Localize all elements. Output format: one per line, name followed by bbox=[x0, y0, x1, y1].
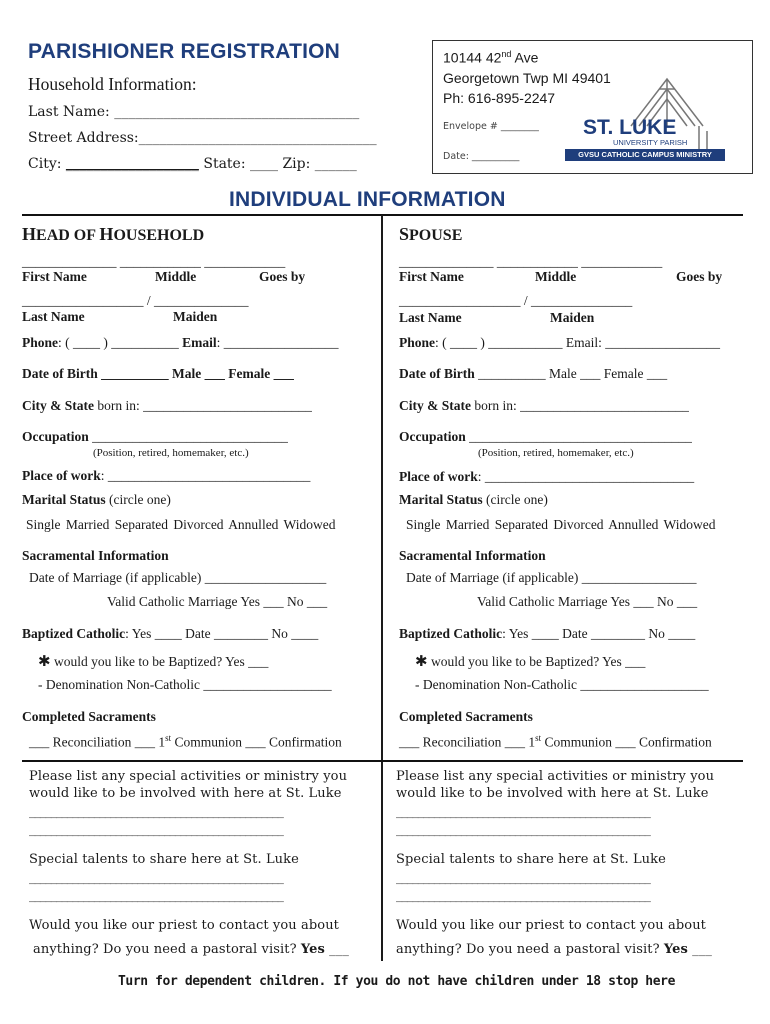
head-phone-email-field[interactable]: Phone: ( ____ ) __________ Email: _________________ bbox=[22, 335, 339, 350]
spouse-name-blanks[interactable]: ______________ ____________ ____________ bbox=[399, 254, 663, 269]
right-priest-prompt-line1: Would you like our priest to contact you about bbox=[396, 918, 706, 933]
spouse-occupation-note: (Position, retired, homemaker, etc.) bbox=[478, 447, 634, 459]
head-place-of-work-field[interactable]: Place of work: ______________________________ bbox=[22, 468, 311, 483]
city-state-zip-field[interactable] bbox=[28, 156, 357, 172]
head-birthplace-field[interactable]: City & State born in: _________________________ bbox=[22, 398, 312, 413]
spouse-middle-label: Middle bbox=[535, 269, 577, 284]
spouse-last-blanks[interactable]: __________________ / _______________ bbox=[399, 293, 633, 308]
section-title: INDIVIDUAL INFORMATION bbox=[229, 188, 506, 211]
spouse-goes-by-label: Goes by bbox=[676, 269, 723, 284]
left-priest-prompt-line1: Would you like our priest to contact you about bbox=[29, 918, 339, 933]
head-sacramental-heading: Sacramental Information bbox=[22, 548, 169, 563]
left-activities-line-b[interactable]: _______________________________________________ bbox=[29, 822, 283, 837]
spouse-occupation-field[interactable]: Occupation _________________________________ bbox=[399, 429, 692, 444]
head-middle-label: Middle bbox=[155, 269, 197, 284]
logo-name: ST. LUKE bbox=[583, 116, 677, 139]
head-marital-options[interactable]: Single Married Separated Divorced Annulled Widowed bbox=[26, 517, 336, 532]
asterisk-icon: ✱ bbox=[415, 654, 428, 670]
head-occupation-field[interactable]: Occupation _____________________________ bbox=[22, 429, 288, 444]
right-talents-line-b[interactable]: _______________________________________________ bbox=[396, 888, 650, 903]
date-field[interactable]: Date: __________ bbox=[443, 151, 520, 162]
asterisk-icon: ✱ bbox=[38, 654, 51, 670]
address-line2: Georgetown Twp MI 49401 bbox=[443, 70, 611, 86]
head-dob-gender-field[interactable]: Date of Birth __________ Male ___ Female ___ bbox=[22, 366, 294, 381]
left-activities-prompt-line1: Please list any special activities or ministry you bbox=[29, 769, 348, 784]
spouse-completed-sacraments-heading: Completed Sacraments bbox=[399, 709, 533, 724]
right-activities-line-b[interactable]: _______________________________________________ bbox=[396, 822, 650, 837]
column-divider-bottom bbox=[381, 762, 383, 961]
column-divider-top bbox=[381, 215, 383, 760]
head-first-name-label: First Name bbox=[22, 269, 87, 284]
head-baptized-field[interactable]: Baptized Catholic: Yes ____ Date ________ No ____ bbox=[22, 626, 319, 641]
head-date-of-marriage-field[interactable]: Date of Marriage (if applicable) __________________ bbox=[29, 570, 327, 585]
left-talents-line-b[interactable]: _______________________________________________ bbox=[29, 888, 283, 903]
spouse-sacramental-heading: Sacramental Information bbox=[399, 548, 546, 563]
spouse-birthplace-field[interactable]: City & State born in: _________________________ bbox=[399, 398, 689, 413]
spouse-date-of-marriage-field[interactable]: Date of Marriage (if applicable) _________________ bbox=[406, 570, 697, 585]
head-occupation-note: (Position, retired, homemaker, etc.) bbox=[93, 447, 249, 459]
logo-band: GVSU CATHOLIC CAMPUS MINISTRY bbox=[565, 149, 725, 161]
spouse-first-name-label: First Name bbox=[399, 269, 464, 284]
spouse-marital-status-label: Marital Status (circle one) bbox=[399, 492, 548, 507]
head-marital-status-label: Marital Status (circle one) bbox=[22, 492, 171, 507]
city-label: City: bbox=[28, 156, 66, 172]
head-valid-marriage-field[interactable]: Valid Catholic Marriage Yes ___ No ___ bbox=[107, 594, 328, 609]
spouse-denomination-field[interactable]: - Denomination Non-Catholic ___________________ bbox=[415, 677, 709, 692]
last-name-field[interactable]: Last Name: ___________________________________ bbox=[28, 104, 360, 120]
household-label: Household Information: bbox=[28, 74, 197, 94]
spouse-heading: SPOUSE bbox=[399, 224, 463, 244]
page-title: PARISHIONER REGISTRATION bbox=[28, 40, 341, 63]
right-activities-prompt-line1: Please list any special activities or ministry you bbox=[396, 769, 715, 784]
spouse-baptized-field[interactable]: Baptized Catholic: Yes ____ Date ________ No ____ bbox=[399, 626, 696, 641]
head-goes-by-label: Goes by bbox=[259, 269, 306, 284]
right-activities-prompt-line2: would like to be involved with here at St. Luke bbox=[396, 786, 709, 801]
spouse-place-of-work-field[interactable]: Place of work: _______________________________ bbox=[399, 469, 695, 484]
spouse-would-baptize-field[interactable]: ✱ would you like to be Baptized? Yes ___ bbox=[415, 654, 646, 670]
spouse-dob-gender-field[interactable]: Date of Birth __________ Male ___ Female ___ bbox=[399, 366, 668, 381]
head-completed-sacraments-heading: Completed Sacraments bbox=[22, 709, 156, 724]
spouse-maiden-label: Maiden bbox=[550, 310, 595, 325]
right-priest-prompt-line2[interactable]: anything? Do you need a pastoral visit? Yes ___ bbox=[396, 942, 712, 957]
head-of-household-heading: HEAD OF HOUSEHOLD bbox=[22, 224, 205, 244]
city-line[interactable]: ___________________ bbox=[65, 156, 199, 172]
address-line1: 10144 42nd Ave bbox=[443, 49, 539, 66]
street-address-field[interactable]: Street Address:__________________________________ bbox=[28, 130, 377, 146]
head-would-baptize-field[interactable]: ✱ would you like to be Baptized? Yes ___ bbox=[38, 654, 269, 670]
spouse-sacraments-checklist[interactable]: ___ Reconciliation ___ 1st Communion ___ Confirmation bbox=[399, 733, 712, 750]
phone-number: Ph: 616-895-2247 bbox=[443, 90, 556, 106]
head-last-blanks[interactable]: __________________ / ______________ bbox=[22, 293, 249, 308]
left-activities-line-a[interactable]: _______________________________________________ bbox=[29, 804, 283, 819]
left-talents-prompt: Special talents to share here at St. Luke bbox=[29, 852, 299, 867]
address-box bbox=[432, 40, 753, 174]
spouse-phone-email-field[interactable]: Phone: ( ____ ) ___________ Email: _________________ bbox=[399, 335, 720, 350]
right-activities-line-a[interactable]: _______________________________________________ bbox=[396, 804, 650, 819]
left-talents-line-a[interactable]: _______________________________________________ bbox=[29, 870, 283, 885]
spouse-marital-options[interactable]: Single Married Separated Divorced Annulled Widowed bbox=[406, 517, 716, 532]
left-priest-prompt-line2[interactable]: anything? Do you need a pastoral visit? Yes ___ bbox=[33, 942, 349, 957]
spouse-last-name-label: Last Name bbox=[399, 310, 462, 325]
envelope-field[interactable]: Envelope # ________ bbox=[443, 121, 539, 132]
head-last-name-label: Last Name bbox=[22, 309, 85, 324]
head-sacraments-checklist[interactable]: ___ Reconciliation ___ 1st Communion ___ Confirmation bbox=[29, 733, 342, 750]
logo-subtitle: UNIVERSITY PARISH bbox=[613, 138, 688, 147]
head-name-blanks[interactable]: ______________ ____________ ____________ bbox=[22, 254, 286, 269]
right-talents-prompt: Special talents to share here at St. Luke bbox=[396, 852, 666, 867]
footer-note: Turn for dependent children. If you do not have children under 18 stop here bbox=[118, 974, 675, 989]
right-talents-line-a[interactable]: _______________________________________________ bbox=[396, 870, 650, 885]
spouse-valid-marriage-field[interactable]: Valid Catholic Marriage Yes ___ No ___ bbox=[477, 594, 698, 609]
head-maiden-label: Maiden bbox=[173, 309, 218, 324]
state-zip-label: State: ____ Zip: ______ bbox=[198, 156, 357, 172]
head-denomination-field[interactable]: - Denomination Non-Catholic ___________________ bbox=[38, 677, 332, 692]
left-activities-prompt-line2: would like to be involved with here at St. Luke bbox=[29, 786, 342, 801]
